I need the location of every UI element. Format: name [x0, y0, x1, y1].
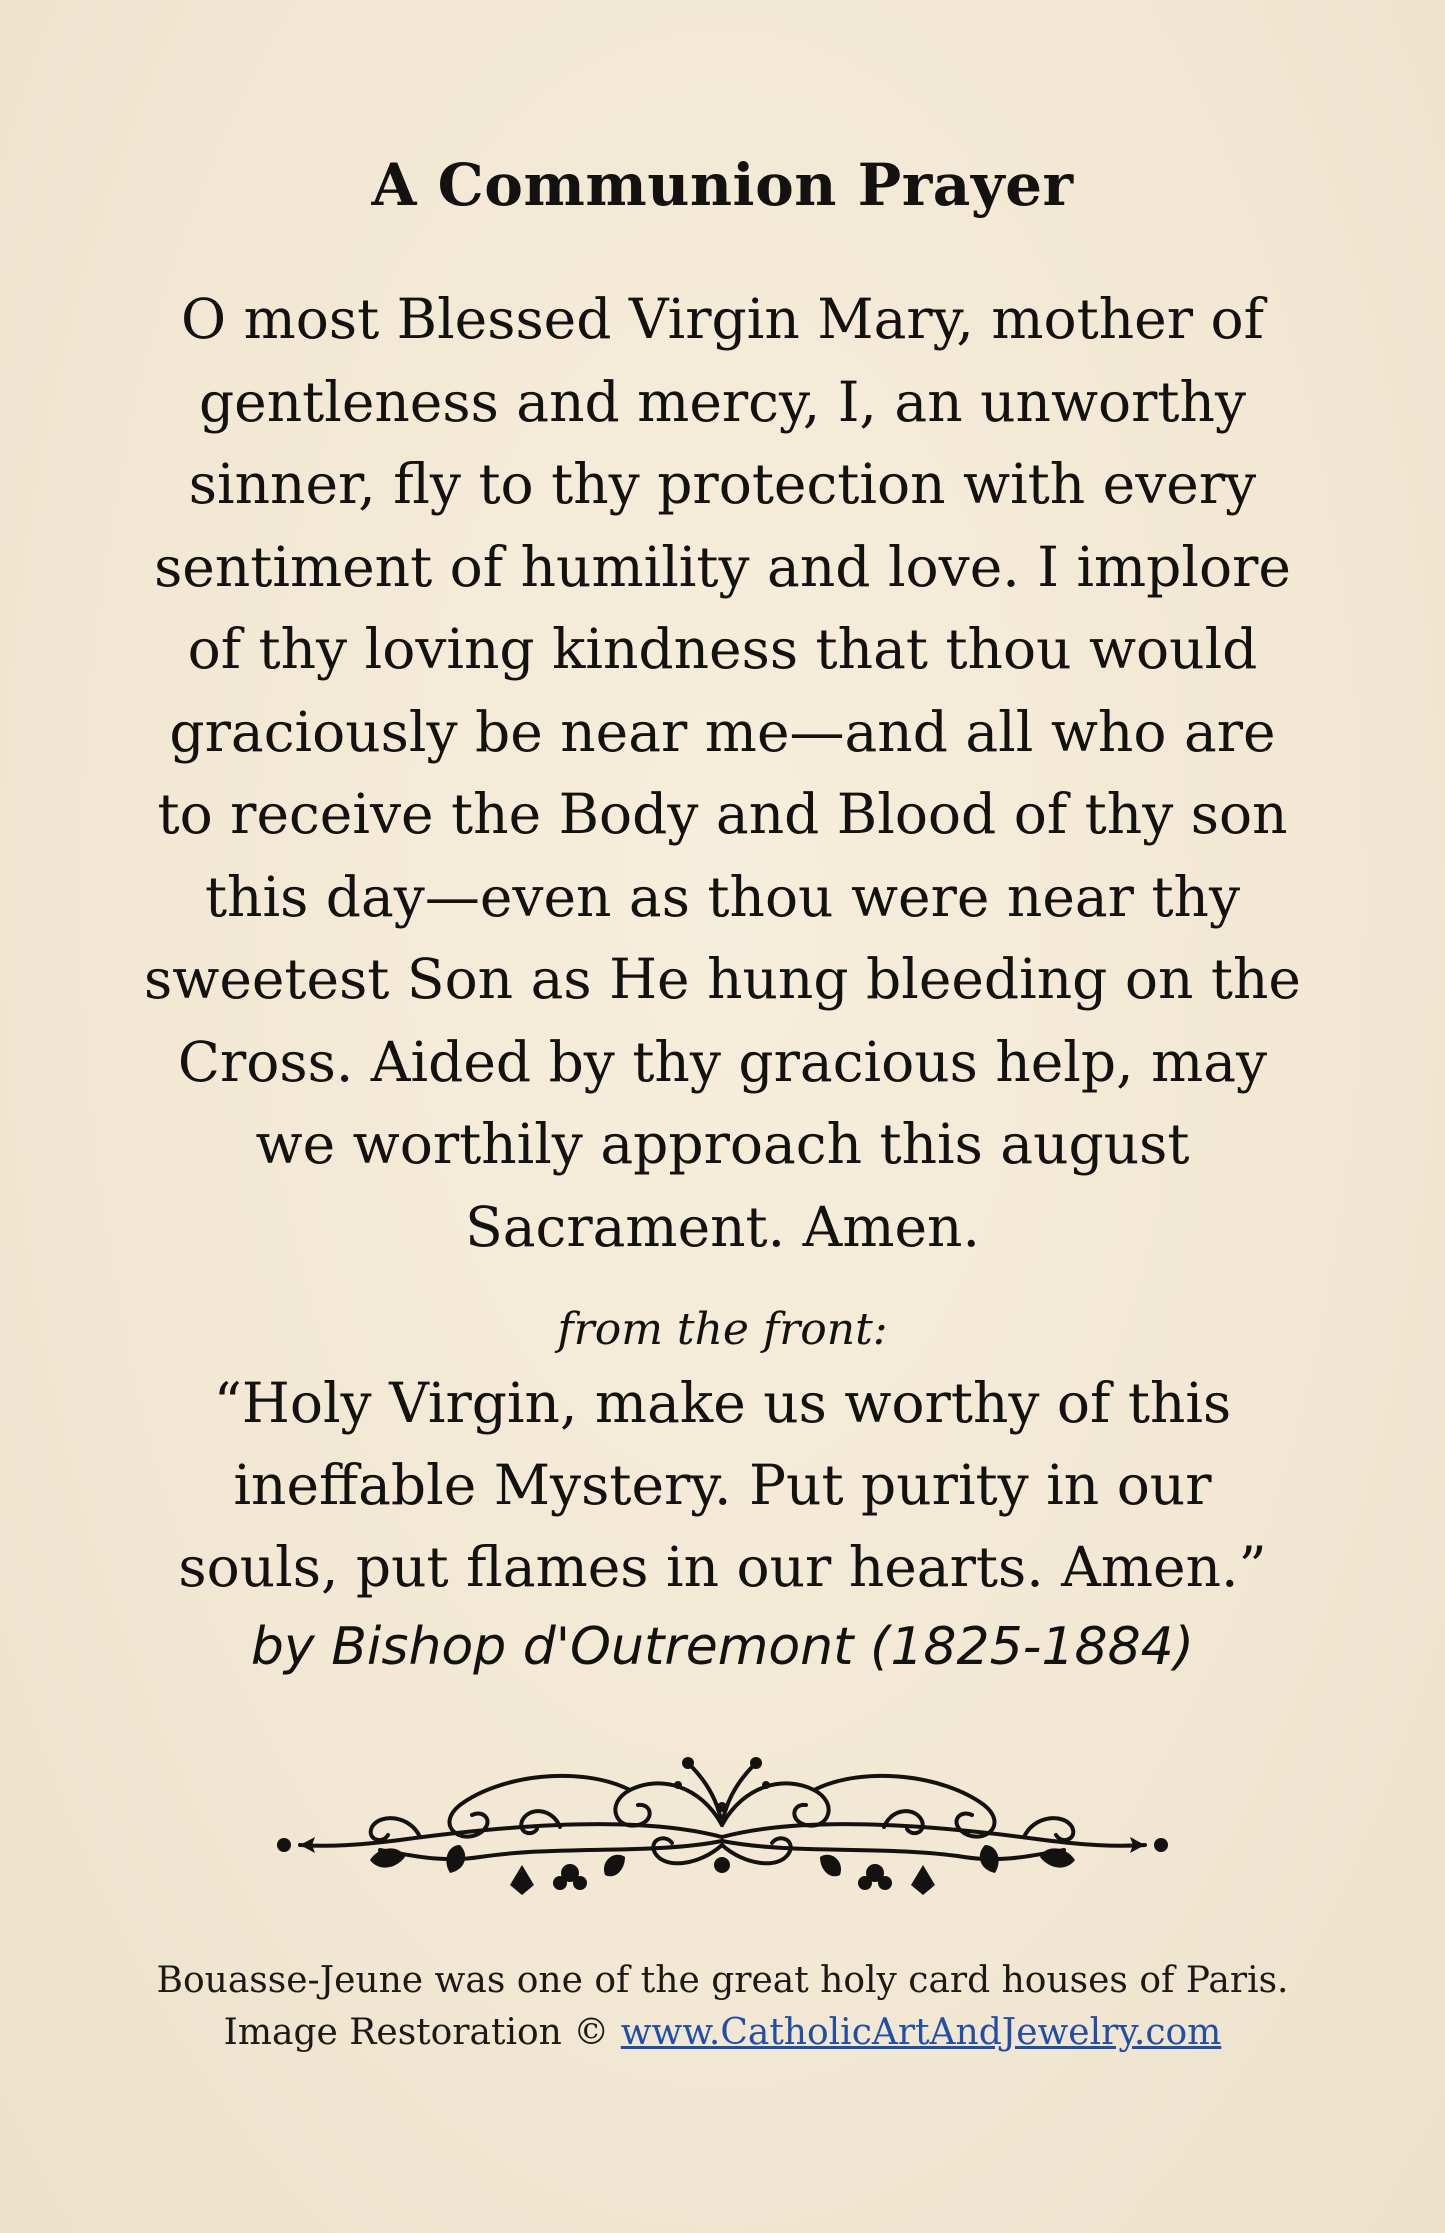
- prayer-line: O most Blessed Virgin Mary, mother of: [181, 287, 1264, 351]
- prayer-line: graciously be near me—and all who are: [169, 699, 1276, 764]
- quote-attribution: by Bishop d'Outremont (1825-1884): [250, 1617, 1195, 1677]
- prayer-line: gentleness and mercy, I, an unworthy: [198, 369, 1247, 434]
- page-title: A Communion Prayer: [371, 151, 1074, 219]
- front-quote: [110, 1362, 1335, 1608]
- floral-scroll-divider-icon: [260, 1745, 1185, 1910]
- prayer-line: to receive the Body and Blood of thy son: [157, 782, 1288, 846]
- prayer-line: sentiment of humility and love. I implore: [154, 534, 1291, 599]
- from-front-label: from the front:: [557, 1304, 888, 1355]
- footer-line-publisher: Bouasse-Jeune was one of the great holy card houses of Paris.: [156, 1960, 1289, 2001]
- quote-line: souls, put flames in our hearts. Amen.”: [178, 1535, 1267, 1599]
- prayer-line: Cross. Aided by thy gracious help, may: [177, 1029, 1268, 1094]
- prayer-line: Sacrament. Amen.: [465, 1194, 980, 1259]
- footer-line-restoration: [0, 2007, 1445, 2059]
- prayer-line: of thy loving kindness that thou would: [187, 617, 1258, 681]
- quote-line: “Holy Virgin, make us worthy of this: [213, 1371, 1232, 1435]
- footer-credits: [0, 1955, 1445, 2059]
- restoration-label: Image Restoration ©: [223, 2012, 621, 2053]
- website-link[interactable]: www.CatholicArtAndJewelry.com: [620, 2012, 1222, 2053]
- quote-line: ineffable Mystery. Put purity in our: [233, 1453, 1212, 1517]
- prayer-line: this day—even as thou were near thy: [204, 864, 1241, 929]
- prayer-line: we worthily approach this august: [255, 1112, 1190, 1176]
- prayer-text: [110, 278, 1335, 1268]
- prayer-line: sinner, fly to thy protection with every: [188, 452, 1257, 516]
- prayer-line: sweetest Son as He hung bleeding on the: [144, 947, 1301, 1011]
